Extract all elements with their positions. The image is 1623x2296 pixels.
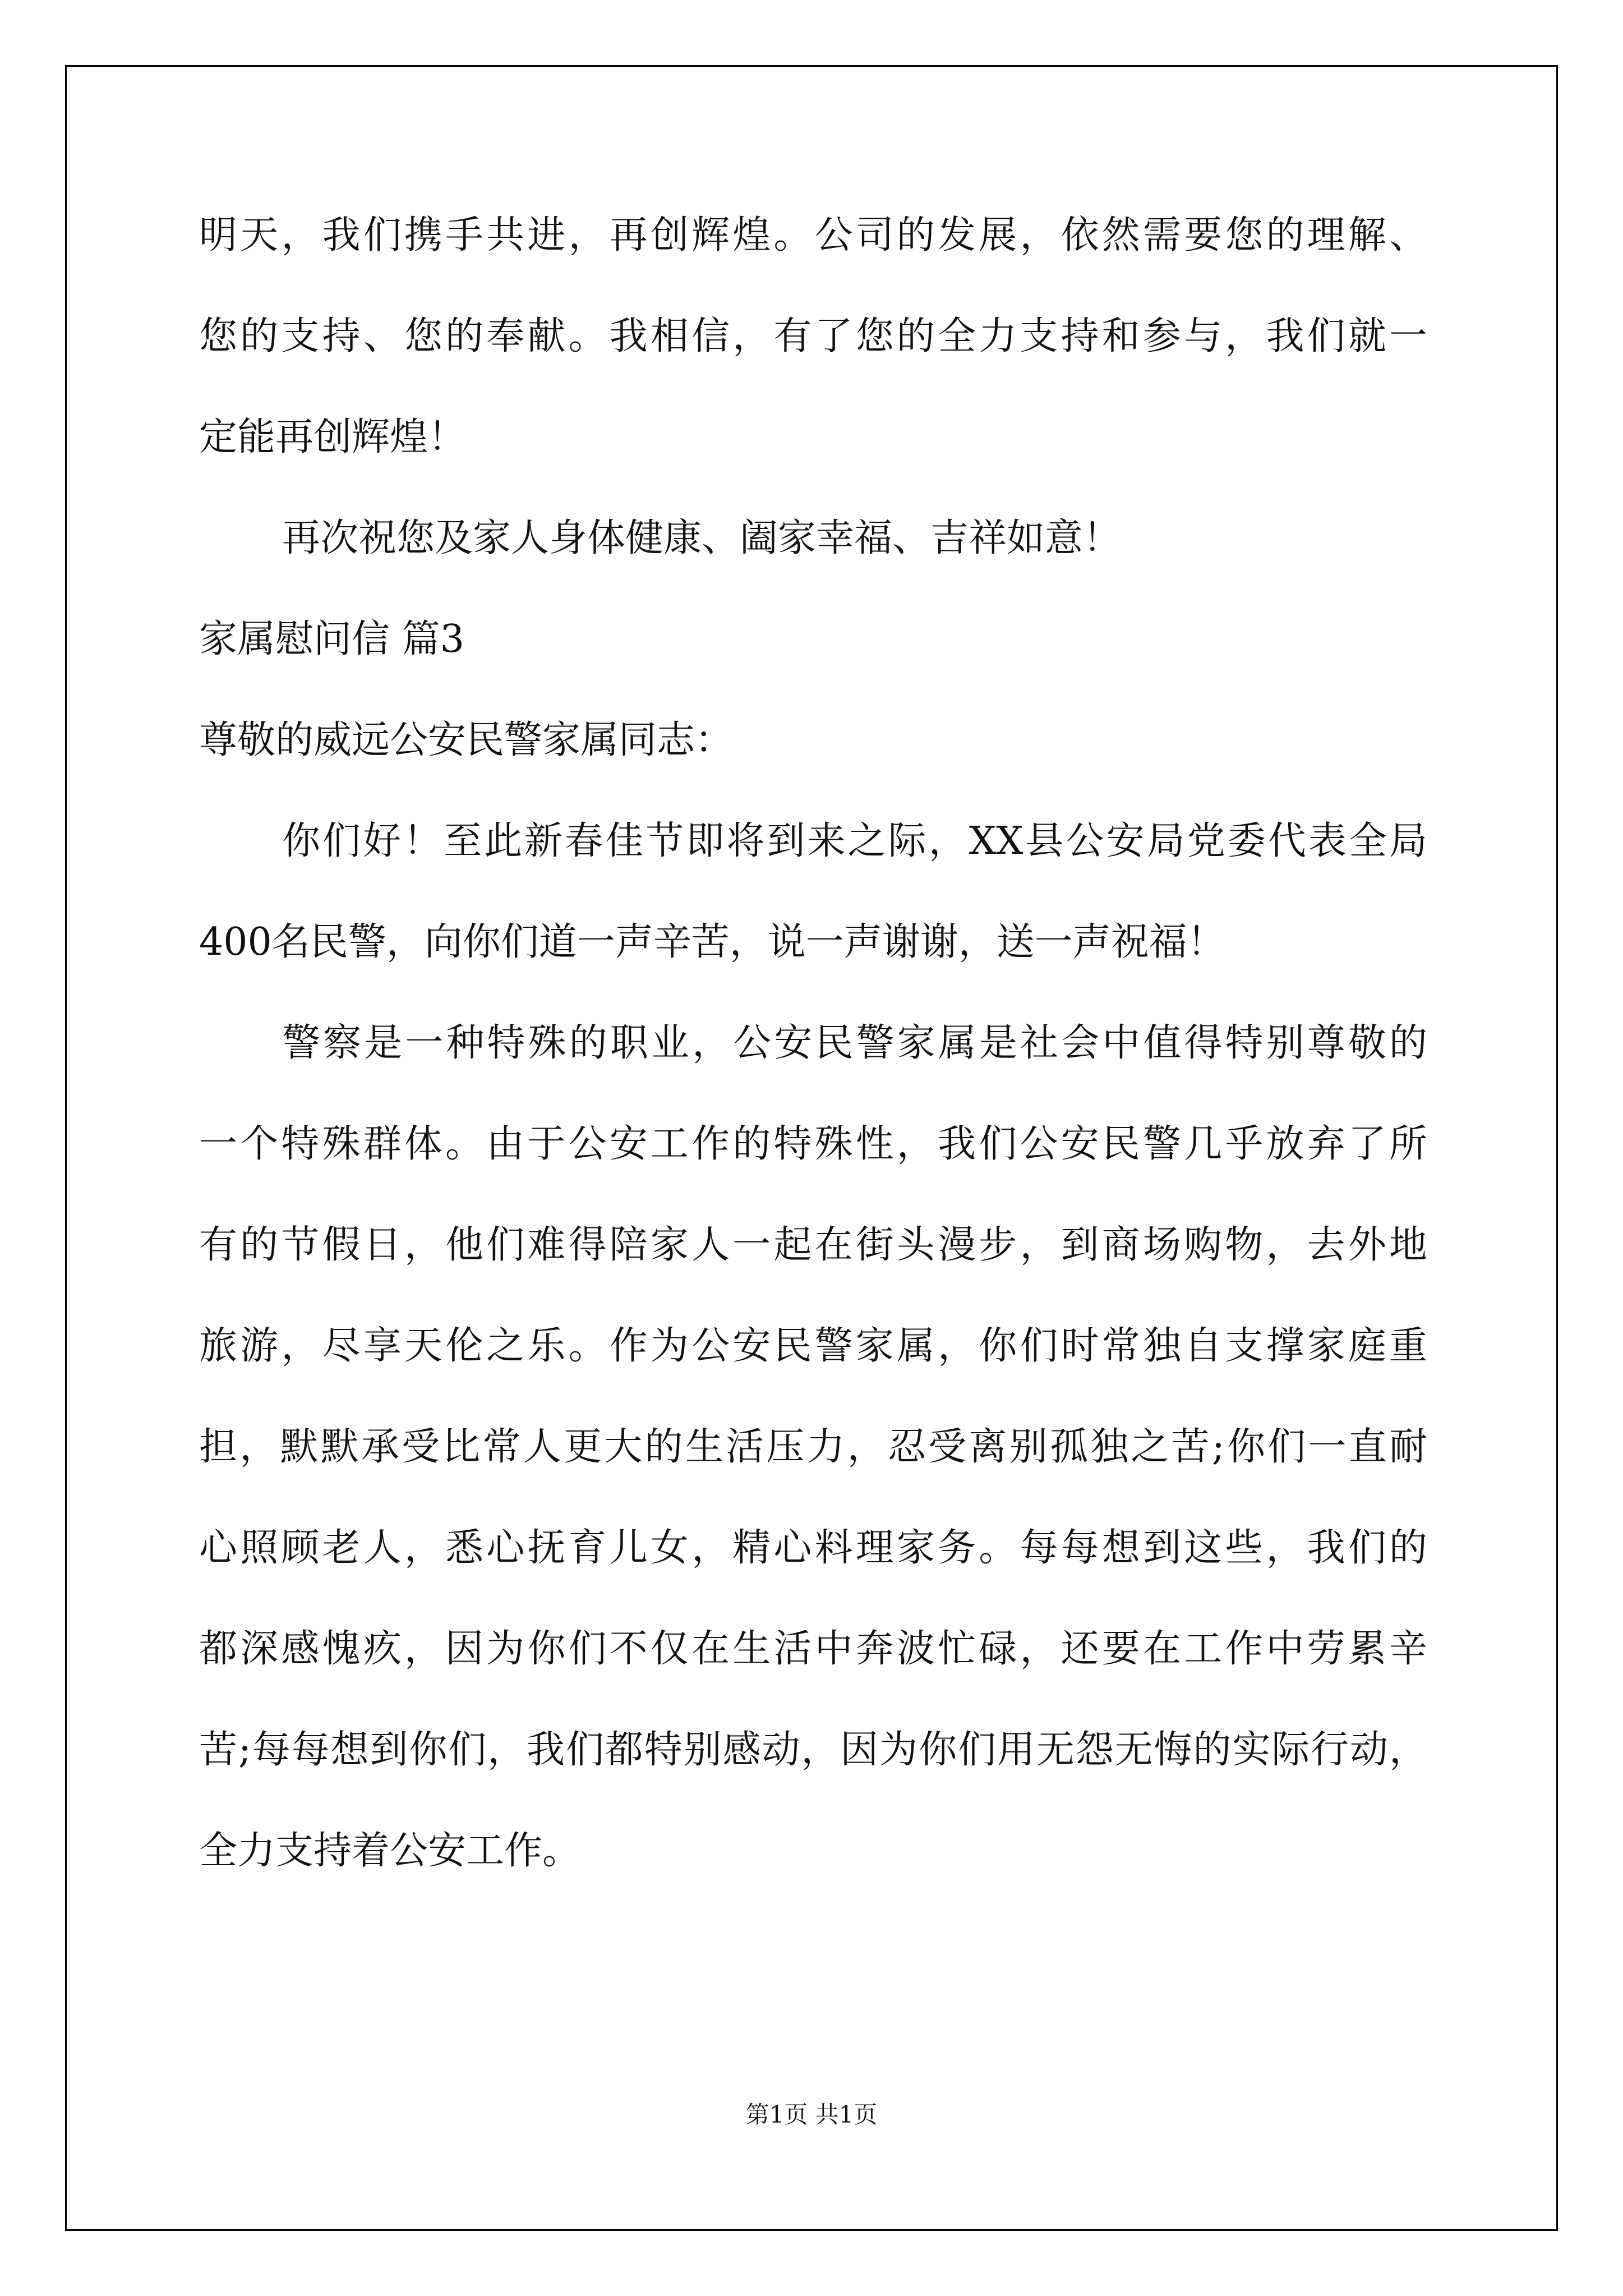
section-heading: 家属慰问信 篇3 [199, 617, 464, 661]
paragraph-line: 都深感愧疚，因为你们不仅在生活中奔波忙碌，还要在工作中劳累辛 [199, 1627, 1427, 1671]
paragraph-line: 你们好！至此新春佳节即将到来之际，XX县公安局党委代表全局 [282, 819, 1427, 863]
page-number-footer: 第1页 共1页 [745, 2101, 878, 2128]
paragraph-line: 旅游，尽享天伦之乐。作为公安民警家属，你们时常独自支撑家庭重 [199, 1324, 1427, 1368]
paragraph-line: 担，默默承受比常人更大的生活压力，忍受离别孤独之苦;你们一直耐 [199, 1425, 1427, 1469]
paragraph-line: 明天，我们携手共进，再创辉煌。公司的发展，依然需要您的理解、 [199, 213, 1427, 257]
paragraph-line: 苦;每每想到你们，我们都特别感动，因为你们用无怨无悔的实际行动， [199, 1728, 1427, 1772]
paragraph-line: 您的支持、您的奉献。我相信，有了您的全力支持和参与，我们就一 [199, 314, 1427, 358]
paragraph-line: 警察是一种特殊的职业，公安民警家属是社会中值得特别尊敬的 [282, 1021, 1427, 1065]
salutation: 尊敬的威远公安民警家属同志： [199, 718, 734, 762]
paragraph-line: 全力支持着公安工作。 [199, 1829, 581, 1873]
paragraph-line: 一个特殊群体。由于公安工作的特殊性，我们公安民警几乎放弃了所 [199, 1122, 1427, 1166]
paragraph-line: 有的节假日，他们难得陪家人一起在街头漫步，到商场购物，去外地 [199, 1223, 1427, 1267]
paragraph-line: 定能再创辉煌！ [199, 415, 467, 459]
paragraph-line: 再次祝您及家人身体健康、阖家幸福、吉祥如意！ [282, 516, 1122, 560]
paragraph-line: 心照顾老人，悉心抚育儿女，精心料理家务。每每想到这些，我们的 [199, 1526, 1427, 1570]
paragraph-line: 400名民警，向你们道一声辛苦，说一声谢谢，送一声祝福！ [199, 920, 1225, 964]
